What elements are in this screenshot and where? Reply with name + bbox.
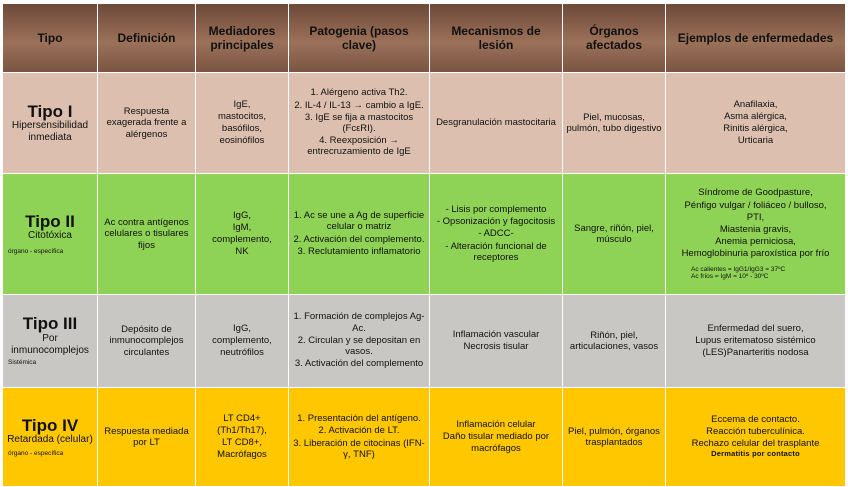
patogenia-list (292, 311, 426, 369)
list-item: Macrófagos (217, 449, 267, 461)
patogenia-list (292, 413, 426, 460)
list-item: 2. Activación del complemento. (293, 233, 425, 245)
tipo-subtitle: Hipersensibilidad inmediata (11, 120, 89, 143)
list-item: Miastenia gravis, (719, 224, 792, 236)
list-item: complemento, (212, 334, 272, 346)
hypersensitivity-table (2, 3, 846, 487)
patogenia-cell (289, 295, 430, 388)
list-item: - Opsonización y fagocitosis (436, 216, 556, 228)
ejemplos-cell (666, 295, 846, 388)
tipo-tag: órgano - específica (8, 449, 64, 457)
list-item: IgE, (233, 98, 251, 110)
tipo-subtitle: Citotóxica (28, 230, 72, 242)
header-definicion: Definición (98, 4, 196, 73)
list-item: 1. Ac se une a Ag de superficie celular o matriz (293, 210, 425, 233)
tipo-cell (3, 295, 98, 388)
mecanismos-list (433, 419, 559, 454)
list-item: Lupus eritematoso sistémico (695, 334, 816, 346)
list-item: IgM, (232, 221, 252, 233)
note-line: Ac calientes = IgG1/IgG3 = 37ºC (691, 265, 786, 273)
list-item: neutrófilos (220, 347, 264, 359)
mediadores-list (199, 99, 285, 147)
antibody-note (669, 266, 842, 281)
mediadores-list (199, 413, 285, 461)
list-item: complemento, (212, 234, 272, 245)
header-row (3, 4, 846, 73)
list-item: Anemia perniciosa, (715, 236, 796, 248)
tipo-cell (3, 388, 98, 487)
note-line: Ac fríos = IgM = 10º - 30ºC (691, 273, 769, 281)
mediadores-cell (196, 295, 289, 388)
list-item: 2. IL-4 / IL-13 → cambio a IgE. (294, 99, 424, 111)
list-item: 3. Liberación de citocinas (IFN-γ, TNF) (293, 437, 425, 460)
organos-cell: Sangre, riñón, piel, músculo (563, 174, 666, 295)
list-item: Pénfigo vulgar / foliáceo / bulloso, (684, 199, 827, 211)
list-item: basófilos, (221, 123, 263, 134)
list-item: Reacción tuberculínica. (706, 425, 805, 437)
list-item: Inflamación vascular (452, 328, 540, 340)
list-item: PTI, (746, 211, 765, 223)
list-item: (LES)Panarteritis nodosa (702, 347, 809, 359)
definicion-cell: Respuesta exagerada frente a alérgenos (98, 73, 196, 174)
ejemplos-cell (666, 73, 846, 174)
header-mecanismos: Mecanismos de lesión (430, 4, 563, 73)
list-item: (Th1/Th17), (217, 424, 267, 436)
patogenia-list (292, 87, 426, 157)
tipo-subtitle: Retardada (celular) (7, 434, 93, 446)
list-item: - Lisis por complemento (445, 203, 547, 215)
mediadores-list (199, 323, 285, 359)
list-item: 3. IgE se fija a mastocitos (FcεRI). (304, 111, 414, 134)
list-item: Urticaria (737, 135, 774, 147)
header-organos: Órganos afectados (563, 4, 666, 73)
mecanismos-cell (430, 73, 563, 174)
organos-cell: Riñón, piel, articulaciones, vasos (563, 295, 666, 388)
ejemplos-list (669, 99, 842, 147)
list-item: IgG, (233, 322, 251, 334)
tipo-tag: órgano - específica (8, 247, 64, 255)
mediadores-cell (196, 174, 289, 295)
list-item: Anafilaxia, (733, 98, 778, 110)
list-item: 2. Circulan y se depositan en vasos. (297, 334, 421, 358)
header-tipo: Tipo (3, 4, 98, 73)
list-item: Hemoglobinuria paroxística por frío (681, 248, 830, 260)
list-item: 1. Formación de complejos Ag-Ac. (293, 311, 425, 334)
list-item: Daño tisular mediado por macrófagos (442, 431, 550, 454)
list-item: Síndrome de Goodpasture, (698, 187, 813, 199)
list-item: Eccema de contacto. (711, 413, 800, 425)
list-item: 2. Activación de LT. (318, 425, 400, 437)
list-item: mastocitos, (217, 110, 267, 122)
mecanismos-cell (430, 295, 563, 388)
table-row (3, 295, 846, 388)
definicion-cell: Ac contra antígenos celulares o tisulares fijos (98, 174, 196, 295)
ejemplos-list (669, 414, 842, 459)
patogenia-cell (289, 388, 430, 487)
list-item: Asma alérgica, (724, 110, 787, 122)
list-item: Desgranulación mastocitaria (436, 116, 556, 128)
list-item: Necrosis tisular (463, 341, 529, 352)
ejemplos-list (669, 323, 842, 359)
list-item: NK (235, 246, 249, 258)
list-item: IgG, (233, 209, 251, 221)
ejemplos-cell (666, 388, 846, 487)
mecanismos-list (433, 329, 559, 352)
list-item: 1. Alérgeno activa Th2. (310, 87, 408, 99)
list-item: 4. Reexposición → entrecruzamiento de IgE (307, 135, 411, 158)
table-row (3, 174, 846, 295)
list-item: eosinófilos (219, 135, 265, 147)
tipo-cell (3, 174, 98, 295)
mediadores-cell (196, 73, 289, 174)
tipo-subtitle: Por inmunocomplejos (11, 333, 89, 356)
table-row (3, 73, 846, 174)
header-patogenia: Patogenia (pasos clave) (289, 4, 430, 73)
definicion-cell: Respuesta mediada por LT (98, 388, 196, 487)
list-item: Rinitis alérgica, (723, 123, 788, 134)
header-mediadores: Mediadores principales (196, 4, 289, 73)
ejemplos-cell (666, 174, 846, 295)
mecanismos-list (433, 204, 559, 263)
mecanismos-cell (430, 174, 563, 295)
patogenia-list (292, 210, 426, 257)
tipo-name: Tipo I (27, 101, 73, 121)
tipo-cell (3, 73, 98, 174)
list-item: LT CD8+, (221, 437, 263, 448)
table-body (3, 73, 846, 487)
list-item: Inflamación celular (456, 419, 536, 431)
organos-cell: Piel, pulmón, órganos trasplantados (563, 388, 666, 487)
list-item: 1. Presentación del antígeno. (297, 413, 421, 425)
tipo-name: Tipo II (25, 211, 75, 231)
table-row (3, 388, 846, 487)
ejemplos-list (669, 187, 842, 259)
organos-cell: Piel, mucosas, pulmón, tubo digestivo (563, 73, 666, 174)
mediadores-list (199, 210, 285, 258)
tipo-name: Tipo IV (21, 415, 79, 435)
mediadores-cell (196, 388, 289, 487)
list-item: Dermatitis por contacto (711, 449, 800, 459)
list-item: - ADCC- (478, 228, 514, 240)
list-item: 3. Reclutamiento inflamatorio (297, 245, 421, 257)
list-item: Rechazo celular del trasplante (691, 438, 820, 450)
list-item: LT CD4+ (223, 412, 261, 424)
patogenia-cell (289, 73, 430, 174)
list-item: 3. Activación del complemento (294, 358, 424, 370)
mecanismos-cell (430, 388, 563, 487)
tipo-tag: Sistémica (8, 359, 37, 367)
patogenia-cell (289, 174, 430, 295)
list-item: Enfermedad del suero, (707, 322, 804, 334)
header-ejemplos: Ejemplos de enfermedades (666, 4, 846, 73)
mecanismos-list (433, 117, 559, 128)
definicion-cell: Depósito de inmunocomplejos circulantes (98, 295, 196, 388)
list-item: - Alteración funcional de receptores (445, 240, 547, 263)
tipo-name: Tipo III (22, 314, 78, 334)
